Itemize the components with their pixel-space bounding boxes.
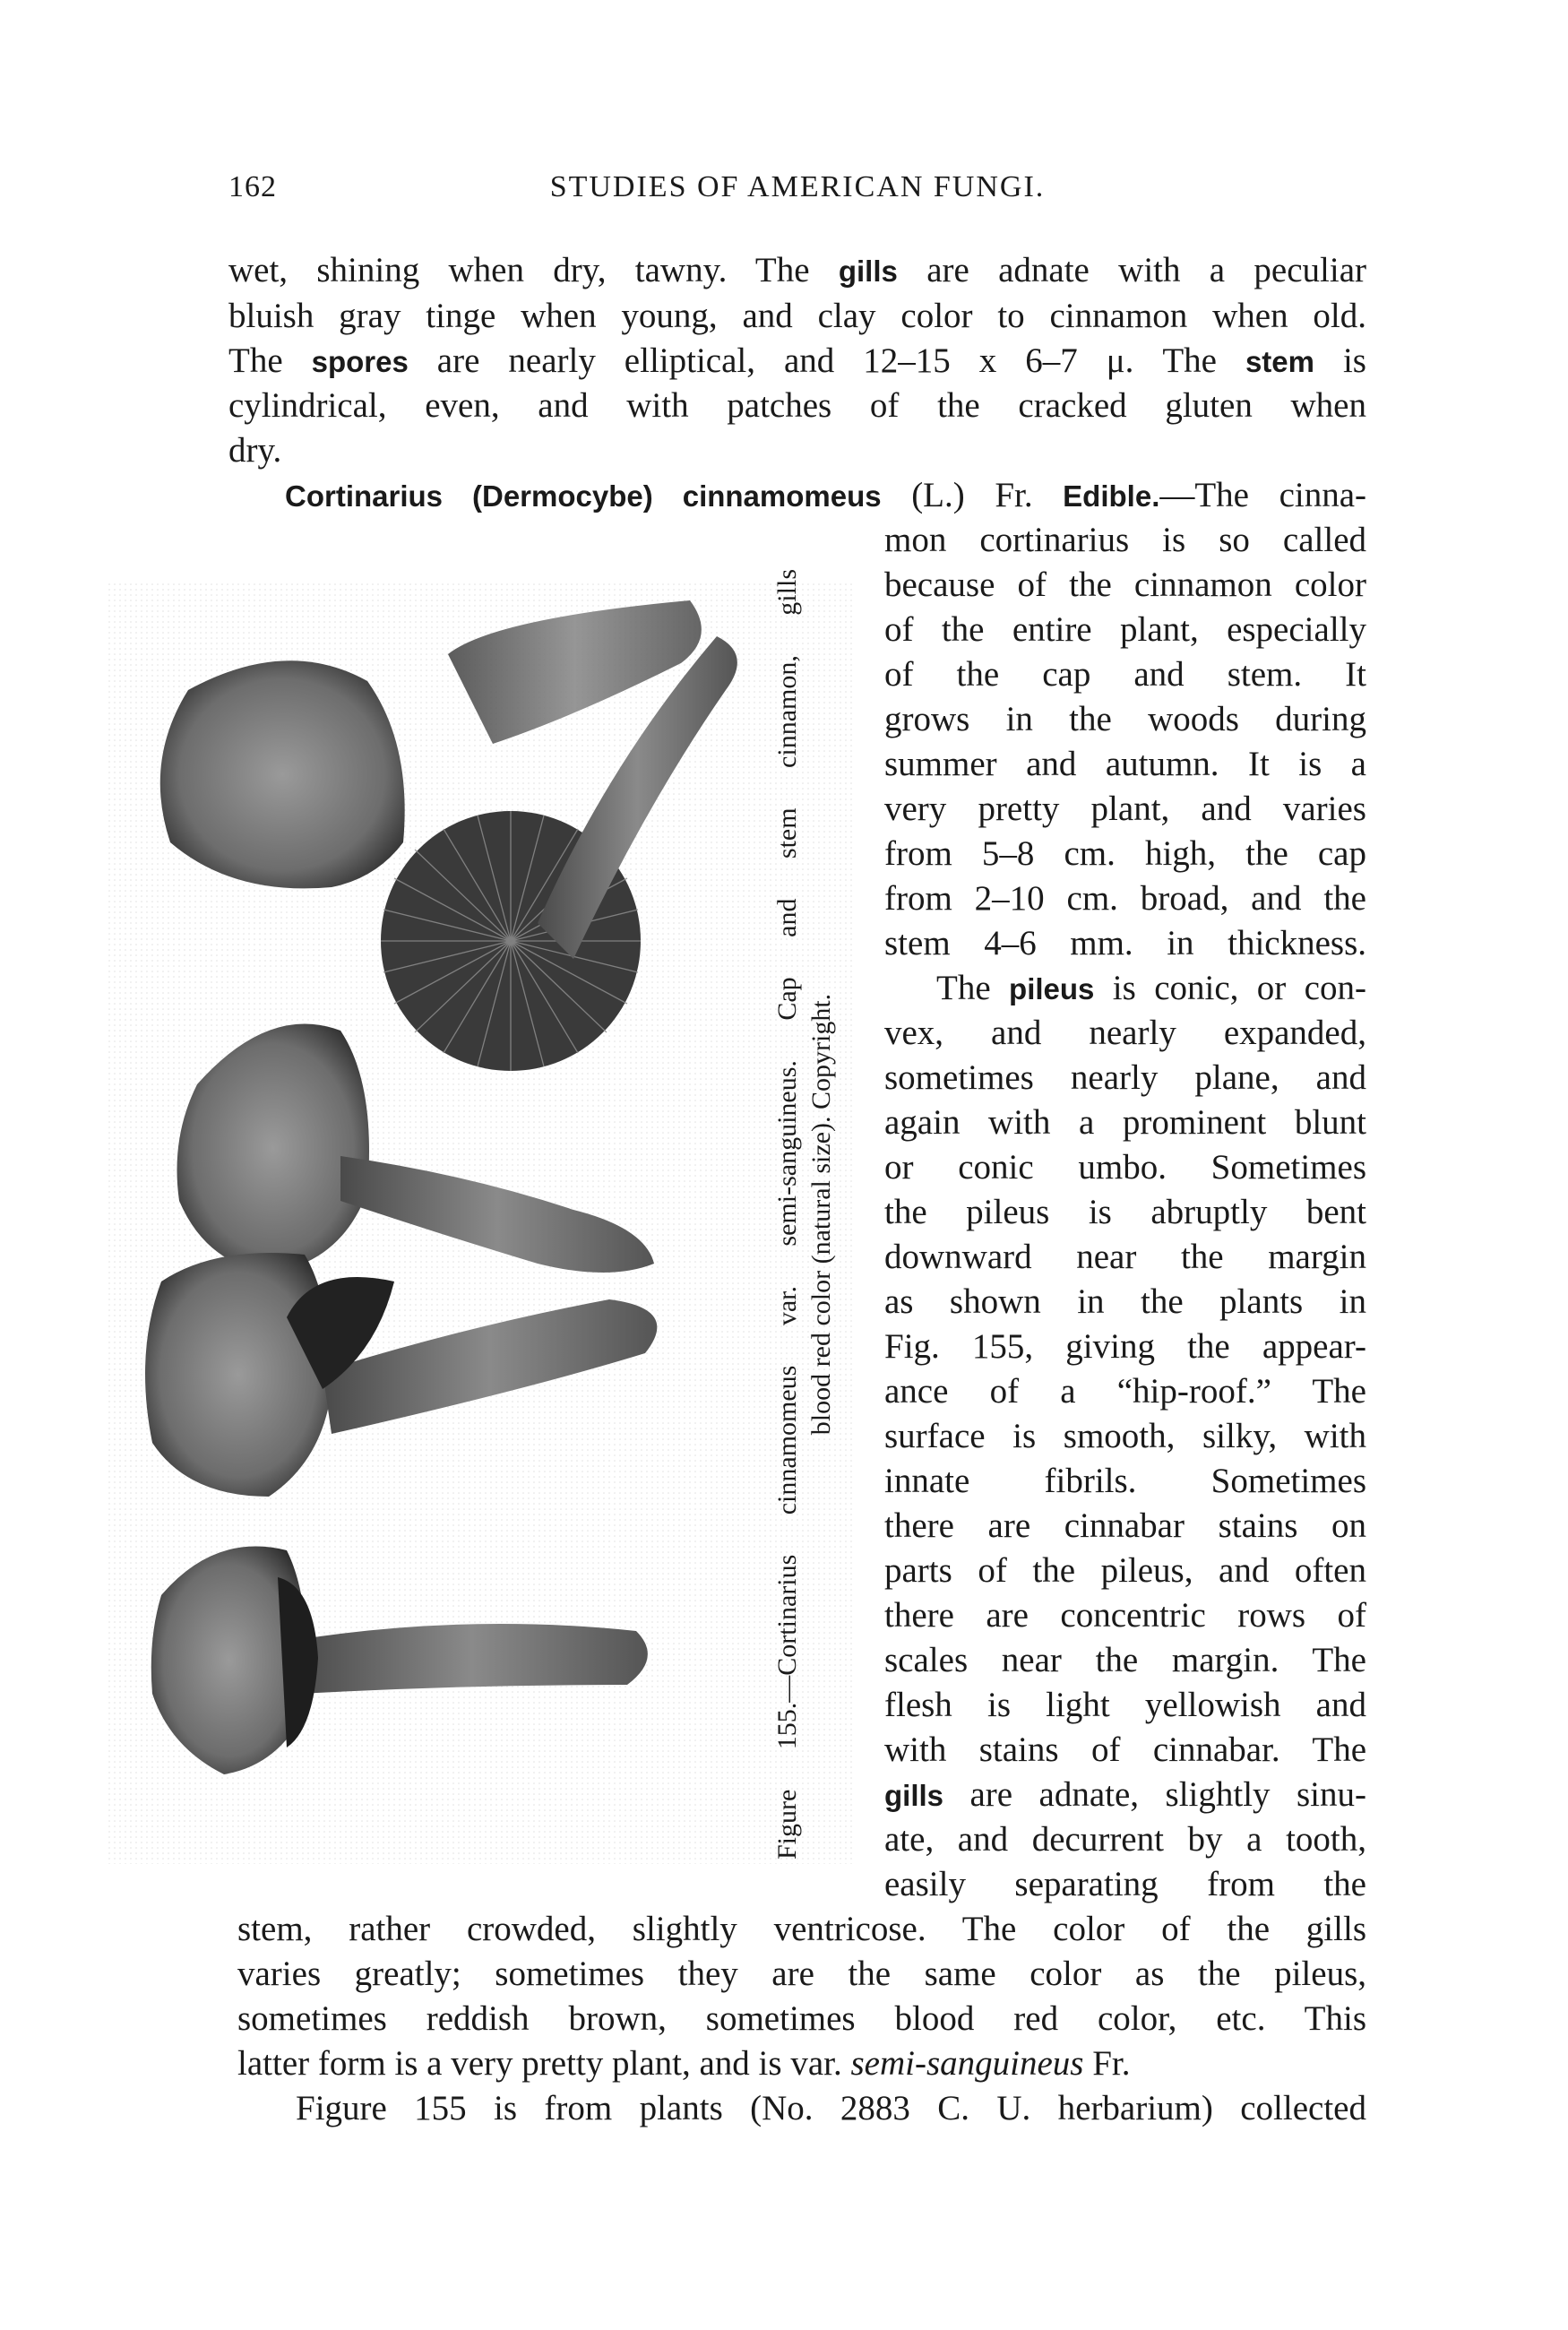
col-line: ance of a “hip-roof.” The bbox=[884, 1372, 1366, 1411]
mushroom-photo bbox=[108, 582, 856, 1864]
col-line: there are concentric rows of bbox=[884, 1596, 1366, 1635]
para1-line4: cylindrical, even, and with patches of the cracked gluten when bbox=[228, 386, 1366, 425]
col-line: sometimes nearly plane, and bbox=[884, 1058, 1366, 1097]
col-line: from 5–8 cm. high, the cap bbox=[884, 834, 1366, 873]
col-line: scales near the margin. The bbox=[884, 1641, 1366, 1679]
col-line: mon cortinarius is so called bbox=[884, 521, 1366, 559]
running-title: STUDIES OF AMERICAN FUNGI. bbox=[549, 170, 1046, 203]
col-line: downward near the margin bbox=[884, 1238, 1366, 1276]
col-line: flesh is light yellowish and bbox=[884, 1686, 1366, 1724]
para1-line2: bluish gray tinge when young, and clay color to cinnamon when old. bbox=[228, 297, 1366, 335]
col-line: gills are adnate, slightly sinu- bbox=[884, 1775, 1366, 1814]
col-line: again with a prominent blunt bbox=[884, 1103, 1366, 1142]
col-line: stem 4–6 mm. in thickness. bbox=[884, 924, 1366, 962]
para1-line5: dry. bbox=[228, 431, 282, 470]
para3-line3: sometimes reddish brown, sometimes blood red color, etc. This bbox=[237, 1999, 1366, 2038]
col-line: surface is smooth, silky, with bbox=[884, 1417, 1366, 1455]
col-line: as shown in the plants in bbox=[884, 1282, 1366, 1321]
page-number: 162 bbox=[228, 170, 277, 203]
col-line: the pileus is abruptly bent bbox=[884, 1193, 1366, 1231]
para3-line2: varies greatly; sometimes they are the same color as the pileus, bbox=[237, 1955, 1366, 1993]
col-line: vex, and nearly expanded, bbox=[884, 1014, 1366, 1052]
col-line: grows in the woods during bbox=[884, 700, 1366, 738]
species-name: Cortinarius (Dermocybe) cinnamomeus bbox=[285, 479, 882, 513]
col-line: ate, and decurrent by a tooth, bbox=[884, 1820, 1366, 1859]
mushroom-figure bbox=[108, 582, 856, 1864]
col-line: easily separating from the bbox=[884, 1865, 1366, 1903]
col-line: very pretty plant, and varies bbox=[884, 790, 1366, 828]
col-line: Fig. 155, giving the appear- bbox=[884, 1327, 1366, 1366]
col-line: innate fibrils. Sometimes bbox=[884, 1462, 1366, 1500]
col-line: parts of the pileus, and often bbox=[884, 1551, 1366, 1590]
col-line: because of the cinnamon color bbox=[884, 565, 1366, 604]
para3-line5: Figure 155 is from plants (No. 2883 C. U. herbarium) collected bbox=[296, 2089, 1366, 2127]
col-line: from 2–10 cm. broad, and the bbox=[884, 879, 1366, 918]
col-line: with stains of cinnabar. The bbox=[884, 1730, 1366, 1769]
figure-caption bbox=[771, 569, 839, 1860]
col-line: of the cap and stem. It bbox=[884, 655, 1366, 694]
species-heading: Cortinarius (Dermocybe) cinnamomeus (L.) Fr. Edible.—The cinna- bbox=[285, 476, 1367, 514]
col-line: The pileus is conic, or con- bbox=[936, 969, 1366, 1007]
para1-line3: The spores are nearly elliptical, and 12–15 x 6–7 μ. The stem is bbox=[228, 341, 1366, 380]
para3-line4: latter form is a very pretty plant, and is var. semi-sanguineus Fr. bbox=[237, 2044, 1131, 2083]
col-line: of the entire plant, especially bbox=[884, 610, 1366, 649]
col-line: summer and autumn. It is a bbox=[884, 745, 1366, 783]
para1-line1: wet, shining when dry, tawny. The gills are adnate with a peculiar bbox=[228, 251, 1367, 289]
para3-line1: stem, rather crowded, slightly ventricose. The color of the gills bbox=[237, 1910, 1366, 1948]
caption-line2: blood red color (natural size). Copyright. bbox=[806, 993, 836, 1436]
caption-line1: Figure 155.—Cortinarius cinnamomeus var. semi-sanguineus. Cap and stem cinnamon, gills bbox=[772, 569, 802, 1860]
col-line: or conic umbo. Sometimes bbox=[884, 1148, 1366, 1187]
edible-label: Edible. bbox=[1063, 479, 1160, 513]
col-line: there are cinnabar stains on bbox=[884, 1506, 1366, 1545]
page-header bbox=[228, 170, 1366, 215]
